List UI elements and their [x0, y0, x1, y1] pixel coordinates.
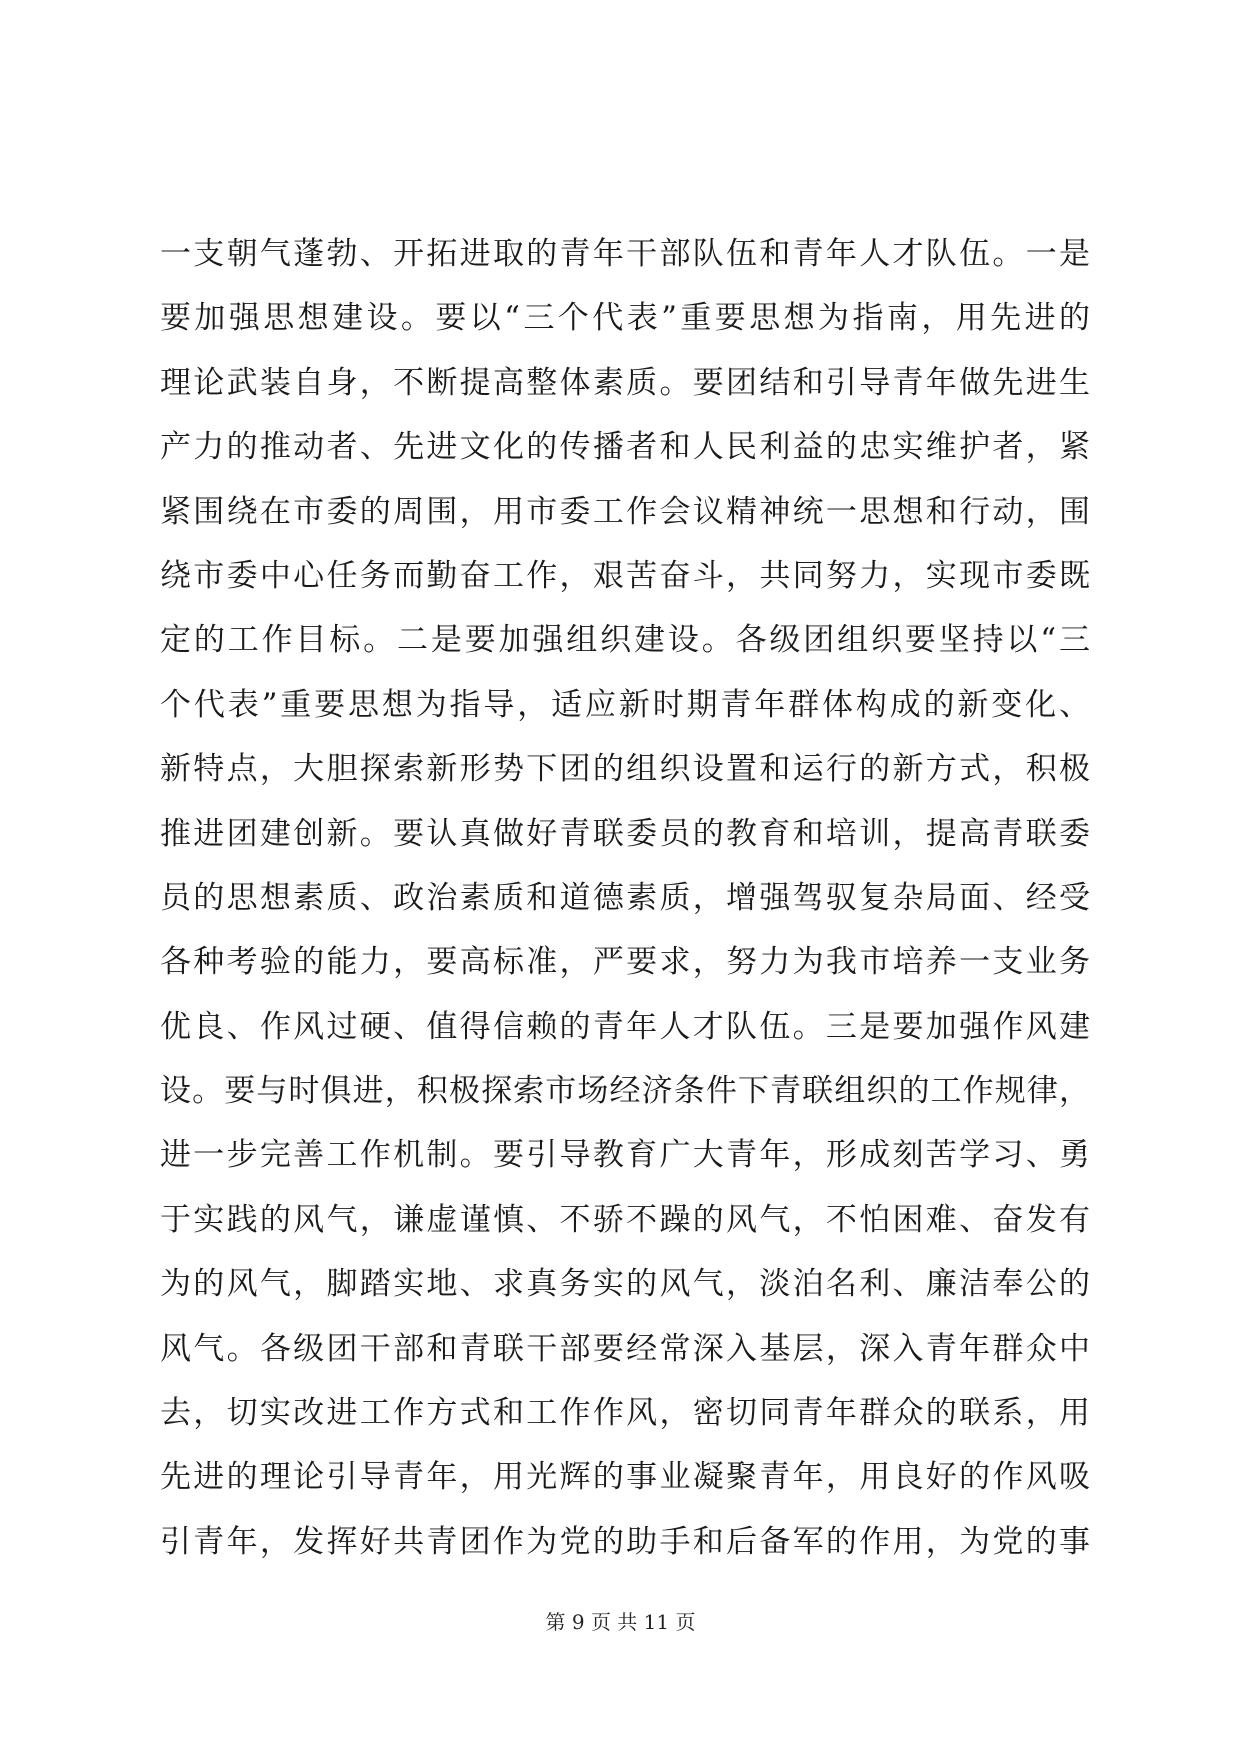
text-line: 定的工作目标。二是要加强组织建设。各级团组织要坚持以“三: [160, 622, 1090, 659]
text-line: 一支朝气蓬勃、开拓进取的青年干部队伍和青年人才队伍。一是: [160, 236, 1090, 272]
text-line: 先进的理论引导青年，用光辉的事业凝聚青年，用良好的作风吸: [160, 1459, 1090, 1496]
text-line: 推进团建创新。要认真做好青联委员的教育和培训，提高青联委: [160, 815, 1090, 852]
text-line: 理论武装自身，不断提高整体素质。要团结和引导青年做先进生: [160, 364, 1090, 401]
text-line: 紧围绕在市委的周围，用市委工作会议精神统一思想和行动，围: [160, 493, 1090, 530]
text-line: 个代表”重要思想为指导，适应新时期青年群体构成的新变化、: [160, 686, 1090, 723]
text-line: 引青年，发挥好共青团作为党的助手和后备军的作用，为党的事: [160, 1523, 1090, 1560]
text-line: 各种考验的能力，要高标准，严要求，努力为我市培养一支业务: [160, 944, 1090, 981]
text-line: 去，切实改进工作方式和工作作风，密切同青年群众的联系，用: [160, 1395, 1090, 1432]
text-line: 产力的推动者、先进文化的传播者和人民利益的忠实维护者，紧: [160, 429, 1090, 466]
body-text: [160, 222, 1090, 1574]
text-line: 要加强思想建设。要以“三个代表”重要思想为指南，用先进的: [160, 300, 1090, 337]
text-line: 为的风气，脚踏实地、求真务实的风气，淡泊名利、廉洁奉公的: [160, 1266, 1090, 1303]
text-line: 风气。各级团干部和青联干部要经常深入基层，深入青年群众中: [160, 1330, 1090, 1367]
text-line: 优良、作风过硬、值得信赖的青年人才队伍。三是要加强作风建: [160, 1008, 1090, 1045]
text-line: 员的思想素质、政治素质和道德素质，增强驾驭复杂局面、经受: [160, 879, 1090, 916]
text-line: 设。要与时俱进，积极探索市场经济条件下青联组织的工作规律，: [160, 1073, 1090, 1110]
text-line: 进一步完善工作机制。要引导教育广大青年，形成刻苦学习、勇: [160, 1137, 1090, 1174]
text-line: 新特点，大胆探索新形势下团的组织设置和运行的新方式，积极: [160, 751, 1090, 788]
page-number-footer: 第 9 页 共 11 页: [545, 1610, 696, 1634]
text-line: 绕市委中心任务而勤奋工作，艰苦奋斗，共同努力，实现市委既: [160, 557, 1090, 594]
text-line: 于实践的风气，谦虚谨慎、不骄不躁的风气，不怕困难、奋发有: [160, 1201, 1090, 1238]
